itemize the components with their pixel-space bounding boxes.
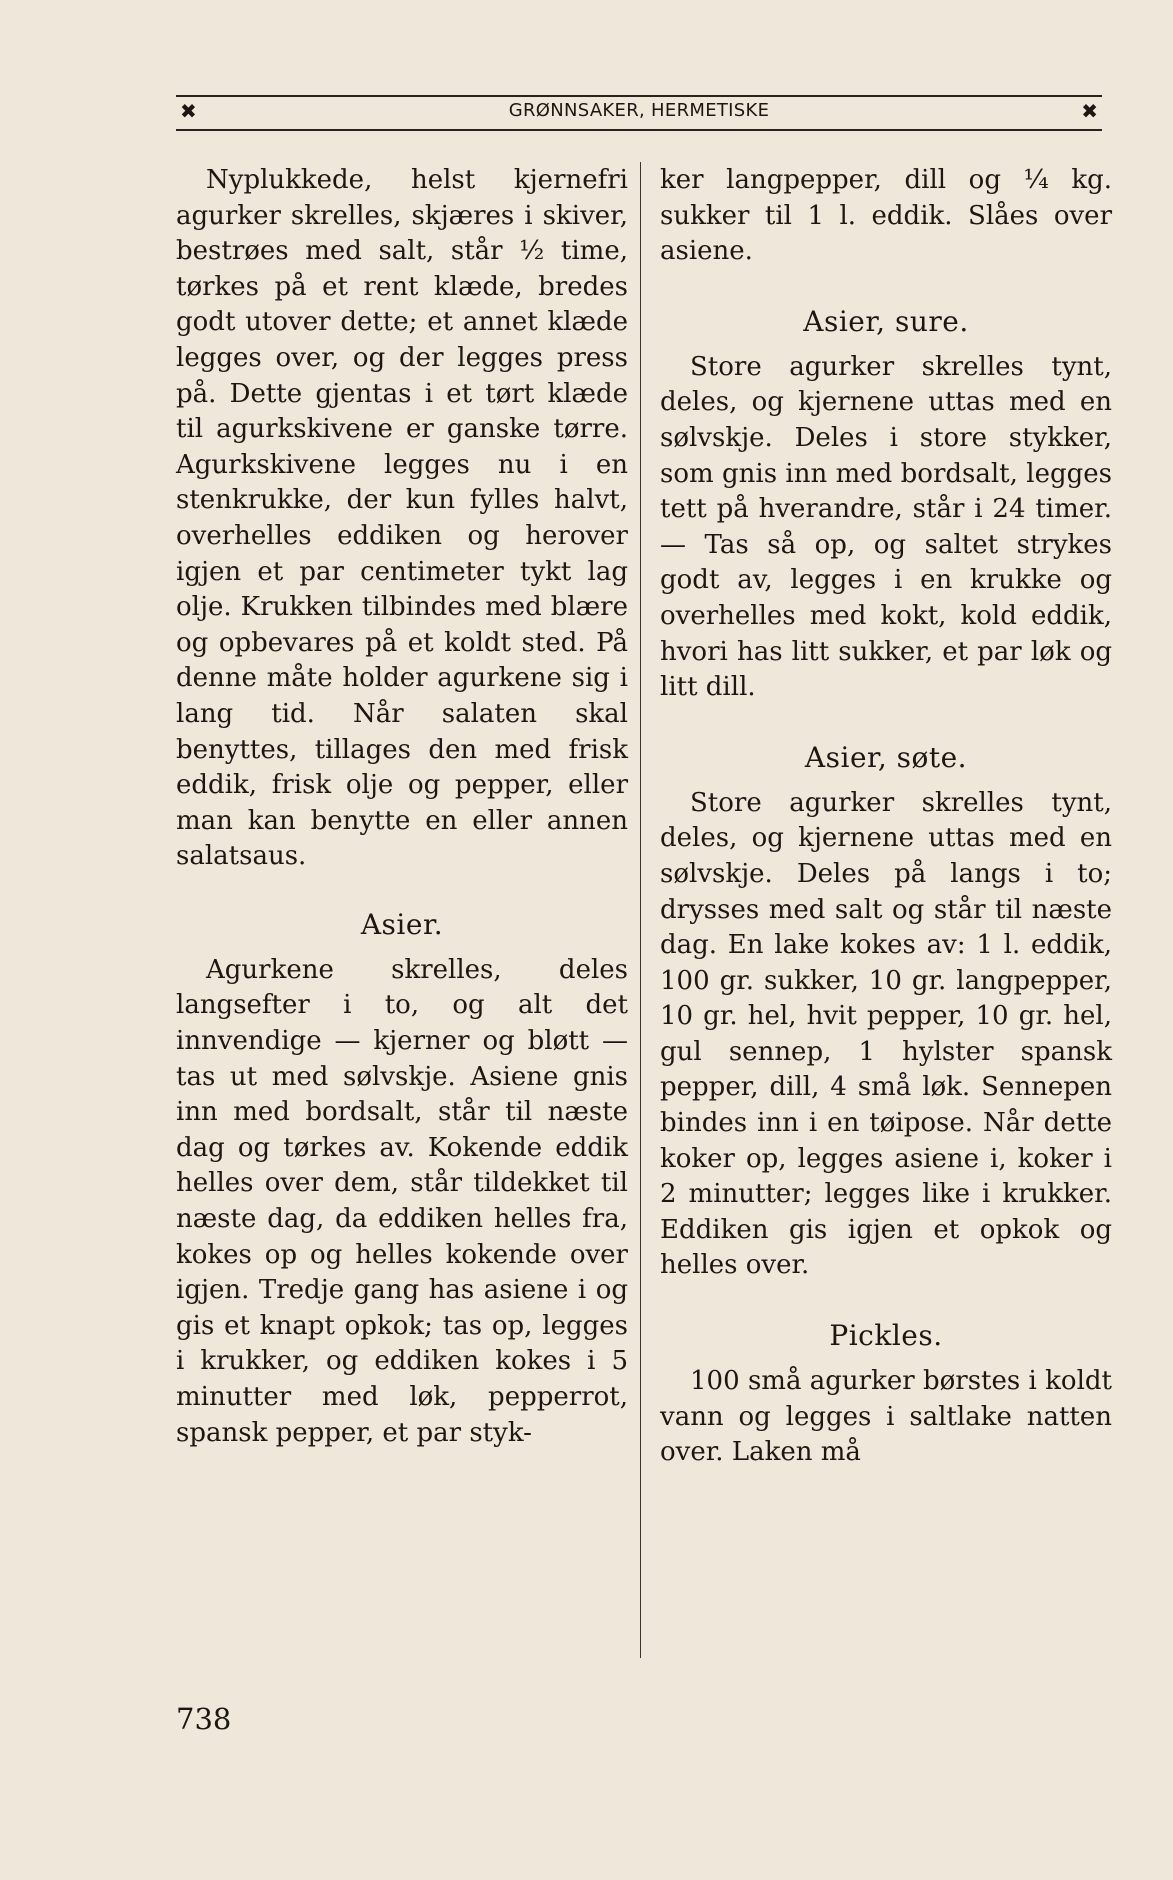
page-number: 738: [176, 1702, 232, 1736]
recipe-continuation-text: ker langpepper, dill og ¼ kg. sukker til 1 l. eddik. Slåes over asiene.: [660, 165, 1112, 267]
left-text-column: [176, 163, 628, 1451]
recipe-text-asier: Agurkene skrelles, deles langsefter i to, og alt det innvendige — kjerner og bløtt — tas ut med sølvskje. Asiene gnis inn med bordsalt, står til næste dag og tørkes av. Kokende eddik helles over dem, står tildekket til næste dag, da eddiken helles fra, kokes op og helles kokende over igjen. Tredje gang has asiene i og gis et knapt opkok; tas op, legges i krukker, og eddiken kokes i 5 minutter med løk, pepperrot, spansk pepper, et par styk-: [176, 954, 628, 1448]
recipe-text-asier-sote: Store agurker skrelles tynt, deles, og kjernene uttas med en sølvskje. Deles på langs i to; drysses med salt og står til næste dag. En lake kokes av: 1 l. eddik, 100 gr. sukker, 10 gr. langpepper, 10 gr. hel, hvit pepper, 10 gr. hel, gul sennep, 1 hylster spansk pepper, dill, 4 små løk. Sennepen bindes inn i en tøipose. Når dette koker op, legges asiene i, koker i 2 minutter; legges like i krukker. Eddiken gis igjen et opkok og helles over.: [660, 787, 1112, 1281]
section-heading-asier: Asier.: [360, 907, 444, 941]
column-divider: [640, 162, 641, 1658]
section-heading-pickles: Pickles.: [829, 1319, 943, 1353]
section-heading-asier-sote: Asier, søte.: [804, 740, 968, 774]
ornament-icon: ✖: [1081, 99, 1098, 123]
running-header-title: GRØNNSAKER, HERMETISKE: [508, 100, 770, 121]
ornament-icon: ✖: [180, 99, 197, 123]
running-header: [176, 95, 1102, 131]
header-top-rule: [176, 95, 1102, 97]
section-heading-asier-sure: Asier, sure.: [803, 304, 969, 338]
recipe-intro-text: Nyplukkede, helst kjernefri agurker skrelles, skjæres i skiver, bestrøes med salt, står ½ time, tørkes på et rent klæde, bredes godt utover dette; et annet klæde legges over, og der legges press på. Dette gjentas i et tørt klæde til agurkskivene er ganske tørre. Agurkskivene legges nu i en stenkrukke, der kun fylles halvt, overhelles eddiken og herover igjen et par centimeter tykt lag olje. Krukken tilbindes med blære og opbevares på et koldt sted. På denne måte holder agurkene sig i lang tid. Når salaten skal benyttes, tillages den med frisk eddik, frisk olje og pepper, eller man kan benytte en eller annen salatsaus.: [176, 165, 628, 872]
recipe-text-pickles: 100 små agurker børstes i koldt vann og legges i saltlake natten over. Laken må: [660, 1366, 1112, 1468]
right-text-column: [660, 163, 1112, 1471]
header-bottom-rule: [176, 129, 1102, 131]
recipe-text-asier-sure: Store agurker skrelles tynt, deles, og kjernene uttas med en sølvskje. Deles i store stykker, som gnis inn med bordsalt, legges tett på hverandre, står i 24 timer. — Tas så op, og saltet strykes godt av, legges i en krukke og overhelles med kokt, kold eddik, hvori has litt sukker, et par løk og litt dill.: [660, 351, 1112, 703]
